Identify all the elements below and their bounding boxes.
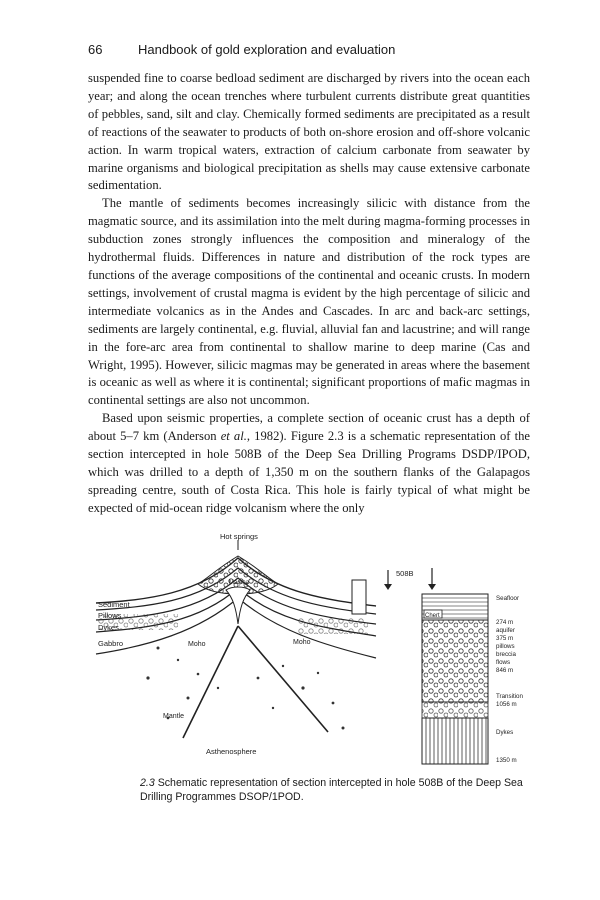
sediment-label: Sediment (98, 600, 130, 609)
magma-label: Magma (229, 580, 250, 586)
moho-right-label: Moho (293, 639, 311, 646)
figure-svg (88, 528, 528, 772)
running-title: Handbook of gold exploration and evaluation (138, 42, 396, 57)
column-dykes-label: Dykes (496, 729, 514, 736)
paragraph-1: suspended fine to coarse bedload sediment are discharged by rivers into the ocean each year; and along the ocean trenches where turbulent currents distribute great quantities of pebbles, sand, silt and clay. Chemically formed sediments are precipitated as a result of reactions of the seawater to products of both on-shore erosion and off-shore volcanic action. In warm tropical waters, extraction of calcium carbonate from seawater by marine organisms and biological precipitation as shells may cause extensive carbonate sedimentation. (88, 71, 530, 193)
column-pillows (422, 620, 488, 702)
transition-depth-label: 1056 m (496, 701, 517, 708)
figure-caption (140, 776, 525, 804)
drill-column (422, 594, 488, 764)
column-dykes (422, 718, 488, 764)
flows-label: flows (496, 659, 511, 666)
transition-label: Transition (496, 693, 523, 700)
hole-508b-label: 508B (396, 569, 414, 578)
flows-depth-label: 846 m (496, 667, 514, 674)
bottom-depth-label: 1350 m (496, 757, 517, 764)
column-pillows-label: pillows (496, 643, 515, 650)
dykes-label: Dykes (98, 623, 119, 632)
aquifer-depth-label: 274 m (496, 619, 514, 626)
pillows-depth-label: 375 m (496, 635, 514, 642)
mantle-flow-right (238, 626, 328, 732)
drill-hole-box (352, 580, 366, 614)
pillows-right-fill (298, 618, 368, 634)
et-al: et al. (220, 429, 247, 444)
aquifer-label: aquifer (496, 627, 515, 634)
paragraph-3-part-a: Based upon seismic properties, a complete section of oceanic crust has a depth of about 5–7 km (Anderson (88, 411, 530, 444)
hole-arrowhead-right (428, 584, 436, 590)
running-header (88, 42, 528, 62)
paragraph-2: The mantle of sediments becomes increasingly silicic with distance from the magmatic source, and its assimilation into the melt during magma-forming processes in subduction zones strongly influences the composition and mineralogy of the hydrothermal fluids. Differences in nature and distribution of the rock types are functions of the average compositions of the continental and oceanic crusts. In modern settings, involvement of crustal magma is evident by the high percentage of silicic and intermediate volcanics as in the Andes and Cascades. In arc and back-arc settings, sediments are largely continental, e.g. fluvial, alluvial fan and lacustrine; and will range in the fore-arc area from continental to shallow marine to deep marine (Cas and Wright, 1995). However, silicic magmas may be generated in areas where the basement is oceanic as well as where it is continental; significant proportions of mafic magmas in continental settings are also not uncommon. (88, 196, 530, 408)
paragraph-3-part-b: , 1982). Figure 2.3 is a schematic representation of the section intercepted in hole 508B of the Deep Sea Drilling Programs DSDP/IPOD, which was drilled to a depth of 1,350 m on the southern flanks of the Galapagos spreading centre, south of Costa Rica. This hole is fairly typical of what might be expected of mid-ocean ridge volcanism where the only (88, 429, 531, 515)
body-text (88, 70, 530, 518)
paragraph-3 (88, 410, 530, 517)
breccia-label: breccia (496, 651, 516, 658)
caption-text: Schematic representation of section intercepted in hole 508B of the Deep Sea Drilling Programmes DSOP/1POD. (140, 777, 523, 803)
magma-chamber (226, 587, 250, 624)
seafloor-label: Seafloor (496, 595, 520, 602)
hole-arrowhead-left (384, 584, 392, 590)
figure-2-3 (88, 528, 528, 772)
column-transition (422, 702, 488, 718)
chert-label: Chert (425, 613, 440, 619)
pillows-label: Pillows (98, 611, 122, 620)
caption-number: 2.3 (140, 777, 155, 789)
asthenosphere-label: Asthenosphere (206, 747, 257, 756)
gabbro-label: Gabbro (98, 639, 124, 648)
hot-springs-label: Hot springs (220, 532, 258, 541)
mantle-label: Mantle (163, 713, 185, 720)
ridge-cross-section (96, 540, 376, 738)
moho-left-label: Moho (188, 641, 206, 648)
page-number: 66 (88, 42, 103, 57)
